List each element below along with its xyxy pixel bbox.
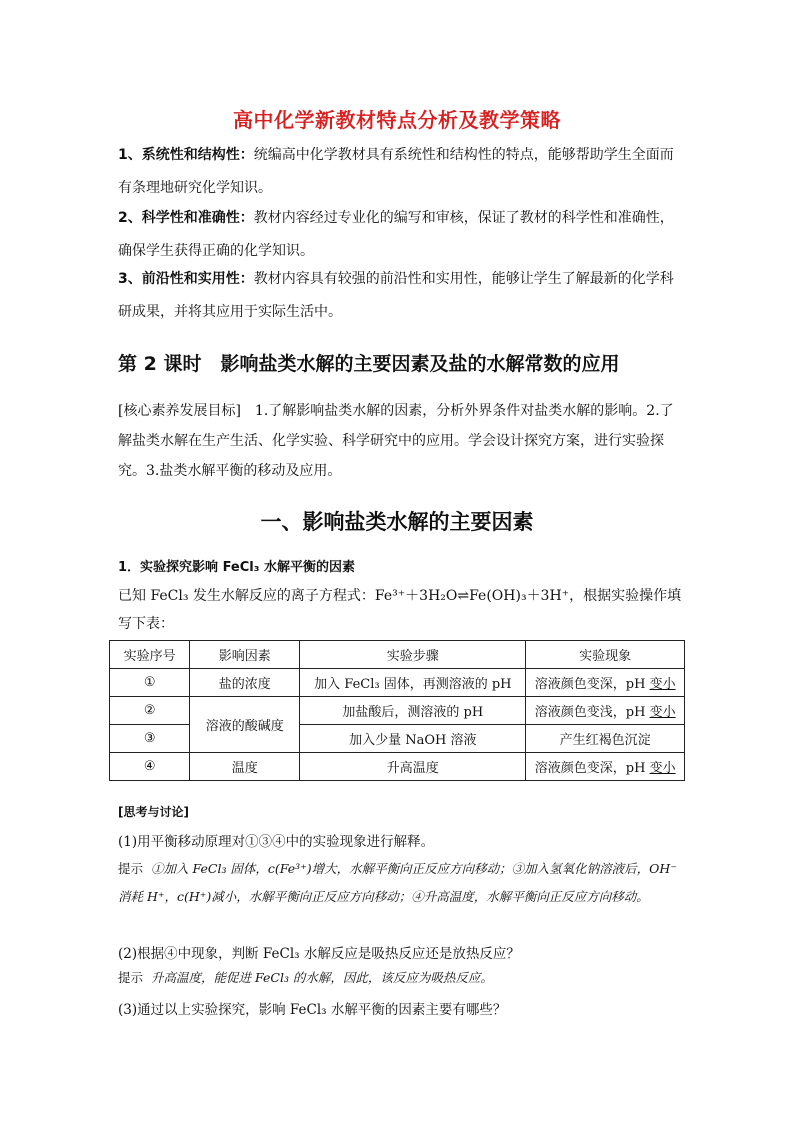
hint-label: 提示 (118, 861, 144, 876)
document-title: 高中化学新教材特点分析及教学策略 (233, 108, 561, 132)
table-row (110, 697, 685, 725)
experiment-table (109, 640, 685, 781)
table-header-cell: 实验步骤 (300, 641, 526, 669)
feature-text: 教材内容经过专业化的编写和审核，保证了教材的科学性和准确性，确保学生获得正确的化学知识。 (118, 210, 674, 259)
feature-paragraph-1 (118, 139, 684, 205)
result-text: 溶液颜色变深，pH (534, 677, 650, 692)
table-header-cell: 实验现象 (526, 641, 685, 669)
feature-text: 统编高中化学教材具有系统性和结构性的特点，能够帮助学生全面而有条理地研究化学知识。 (118, 147, 674, 196)
table-row (110, 753, 685, 781)
lesson-title: 第 2 课时 影响盐类水解的主要因素及盐的水解常数的应用 (118, 353, 620, 375)
table-cell-step: 加入少量 NaOH 溶液 (300, 725, 526, 753)
result-answer: 变小 (649, 677, 676, 692)
hint-text: 升高温度，能促进 FeCl₃ 的水解，因此，该反应为吸热反应。 (151, 970, 493, 985)
table-cell-factor: 溶液的酸碱度 (190, 697, 300, 753)
feature-label: 3、前沿性和实用性： (118, 271, 254, 287)
result-text: 溶液颜色变浅，pH (534, 705, 650, 720)
core-goals-label: [核心素养发展目标] (118, 403, 241, 419)
table-cell-result (526, 697, 685, 725)
hint-2 (118, 964, 686, 992)
hint-label: 提示 (118, 970, 144, 985)
feature-paragraph-2 (118, 202, 684, 268)
known-equation-paragraph: 已知 FeCl₃ 发生水解反应的离子方程式：Fe³⁺＋3H₂O⇌Fe(OH)₃＋3H⁺，根据实验操作填写下表： (118, 588, 682, 632)
feature-text: 教材内容具有较强的前沿性和实用性，能够让学生了解最新的化学科研成果，并将其应用于实际生活中。 (118, 271, 674, 320)
table-cell-factor: 温度 (190, 753, 300, 781)
feature-paragraph-3 (118, 263, 684, 329)
section-title: 一、影响盐类水解的主要因素 (260, 510, 534, 534)
table-row (110, 669, 685, 697)
question-1: (1)用平衡移动原理对①③④中的实验现象进行解释。 (118, 834, 435, 850)
table-cell-result (526, 725, 685, 753)
hint-text: ①加入 FeCl₃ 固体，c(Fe³⁺)增大，水解平衡向正反应方向移动；③加入氢氧化钠溶液后，OH⁻消耗 H⁺，c(H⁺)减小，水解平衡向正反应方向移动；④升高温度，水解平衡向正反应方向移动。 (118, 861, 677, 904)
discussion-heading: [思考与讨论] (118, 805, 189, 819)
table-cell-step: 升高温度 (300, 753, 526, 781)
table-cell-step: 加盐酸后，测溶液的 pH (300, 697, 526, 725)
table-cell-no: ② (110, 697, 190, 725)
result-answer: 变小 (649, 705, 676, 720)
result-text: 产生红褐色沉淀 (559, 733, 651, 748)
experiment-sub-heading: 1．实验探究影响 FeCl₃ 水解平衡的因素 (118, 560, 355, 575)
table-cell-step: 加入 FeCl₃ 固体，再测溶液的 pH (300, 669, 526, 697)
question-2: (2)根据④中现象，判断 FeCl₃ 水解反应是吸热反应还是放热反应？ (118, 946, 520, 962)
feature-label: 2、科学性和准确性： (118, 210, 254, 226)
core-goals-text: 1.了解影响盐类水解的因素，分析外界条件对盐类水解的影响。2.了解盐类水解在生产生活、化学实验、科学研究中的应用。学会设计探究方案，进行实验探究。3.盐类水解平衡的移动及应用。 (118, 403, 674, 479)
result-answer: 变小 (649, 761, 676, 776)
hint-1 (118, 855, 686, 911)
table-header-cell: 实验序号 (110, 641, 190, 669)
table-cell-result (526, 753, 685, 781)
core-goals-paragraph (118, 396, 684, 486)
question-3: (3)通过以上实验探究，影响 FeCl₃ 水解平衡的因素主要有哪些？ (118, 1002, 507, 1018)
table-header-row (110, 641, 685, 669)
table-cell-no: ④ (110, 753, 190, 781)
table-cell-result (526, 669, 685, 697)
table-cell-no: ③ (110, 725, 190, 753)
table-cell-factor: 盐的浓度 (190, 669, 300, 697)
table-cell-no: ① (110, 669, 190, 697)
table-header-cell: 影响因素 (190, 641, 300, 669)
feature-label: 1、系统性和结构性： (118, 147, 254, 163)
result-text: 溶液颜色变深，pH (534, 761, 650, 776)
